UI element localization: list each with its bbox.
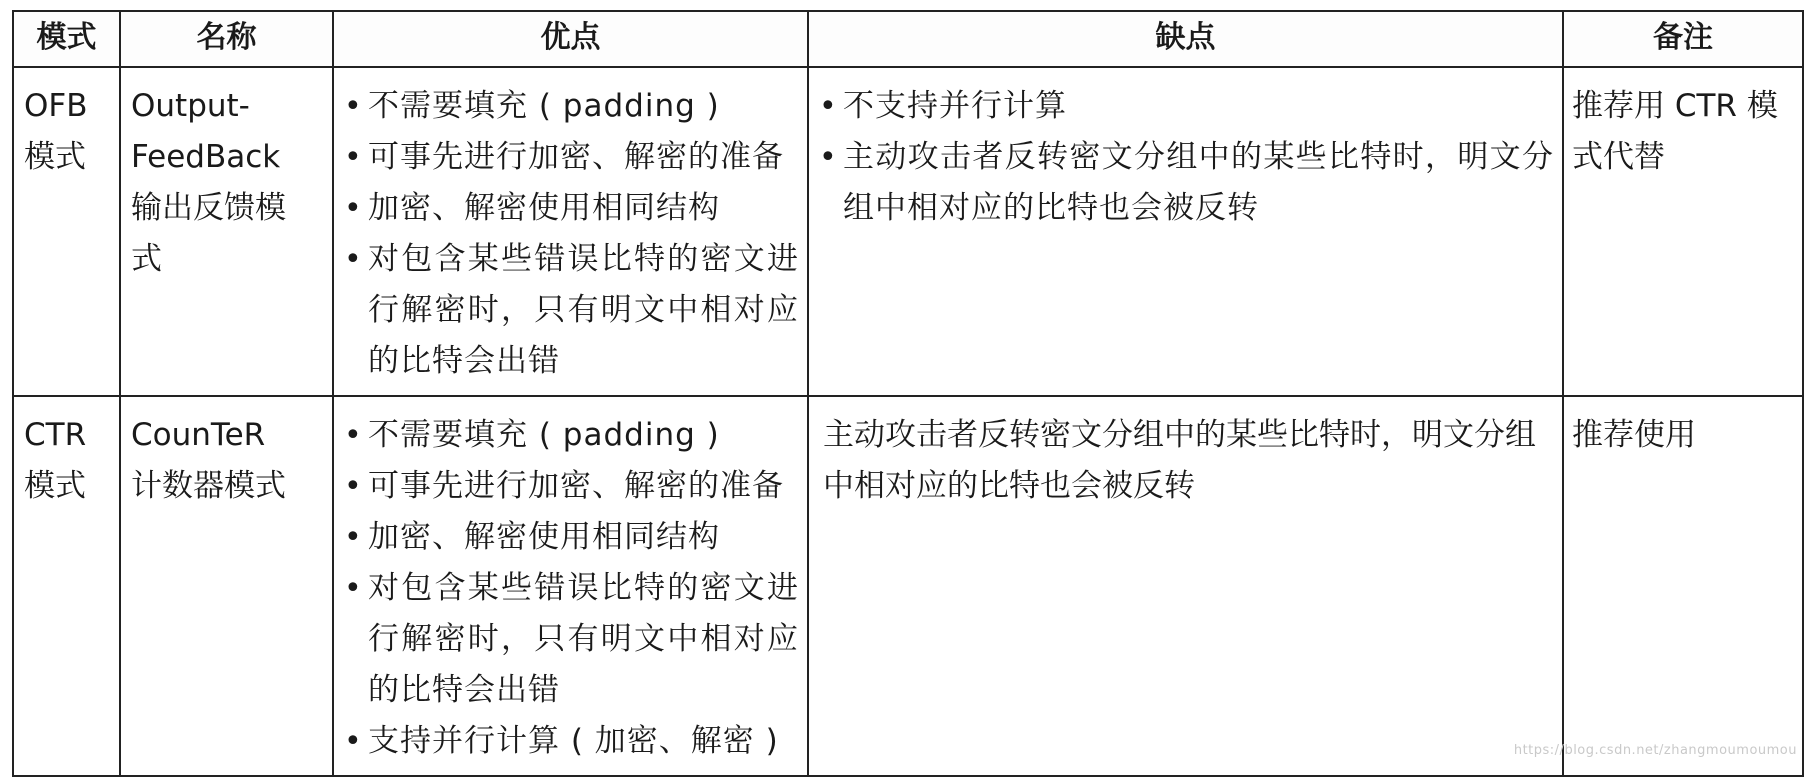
header-note: 备注 — [1563, 11, 1803, 67]
name-cell — [120, 67, 333, 396]
header-row — [13, 11, 1803, 67]
name-line: 计数器模式 — [131, 468, 286, 504]
cons-item: • 不支持并行计算 — [817, 81, 1554, 132]
pros-item: • 支持并行计算 ( 加密、解密 ) — [342, 716, 799, 767]
mode-cell — [13, 67, 120, 396]
pros-item: • 对包含某些错误比特的密文进行解密时，只有明文中相对应的比特会出错 — [342, 234, 799, 387]
watermark-text: https://blog.csdn.net/zhangmoumoumou — [1513, 743, 1797, 758]
pros-item: • 不需要填充 ( padding ) — [342, 410, 799, 461]
header-mode: 模式 — [13, 11, 120, 67]
header-cons: 缺点 — [808, 11, 1563, 67]
pros-list — [342, 410, 799, 767]
cons-list — [817, 81, 1554, 234]
pros-item: • 加密、解密使用相同结构 — [342, 512, 799, 563]
mode-line: CTR — [24, 417, 87, 453]
mode-line: 模式 — [24, 468, 86, 504]
note-cell: 推荐使用 — [1563, 396, 1803, 776]
mode-line: OFB — [24, 88, 88, 124]
pros-item: • 可事先进行加密、解密的准备 — [342, 461, 799, 512]
comparison-table-container — [12, 10, 1802, 777]
pros-item: • 加密、解密使用相同结构 — [342, 183, 799, 234]
name-line: FeedBack — [131, 139, 281, 175]
pros-cell — [333, 396, 808, 776]
mode-line: 模式 — [24, 139, 86, 175]
header-pros: 优点 — [333, 11, 808, 67]
pros-item: • 对包含某些错误比特的密文进行解密时，只有明文中相对应的比特会出错 — [342, 563, 799, 716]
pros-cell — [333, 67, 808, 396]
name-line: Output- — [131, 88, 250, 124]
header-name: 名称 — [120, 11, 333, 67]
cons-cell: 主动攻击者反转密文分组中的某些比特时，明文分组中相对应的比特也会被反转 — [808, 396, 1563, 776]
cons-item: • 主动攻击者反转密文分组中的某些比特时，明文分组中相对应的比特也会被反转 — [817, 132, 1554, 234]
name-line: 输出反馈模 — [131, 190, 286, 226]
table-header — [13, 11, 1803, 67]
name-line: 式 — [131, 241, 162, 277]
cons-cell — [808, 67, 1563, 396]
pros-item: • 可事先进行加密、解密的准备 — [342, 132, 799, 183]
name-line: CounTeR — [131, 417, 266, 453]
pros-list — [342, 81, 799, 387]
table-row-ctr — [13, 396, 1803, 776]
pros-item: • 不需要填充 ( padding ) — [342, 81, 799, 132]
table-row-ofb — [13, 67, 1803, 396]
name-cell — [120, 396, 333, 776]
mode-cell — [13, 396, 120, 776]
block-cipher-modes-table — [12, 10, 1804, 777]
note-cell: 推荐用 CTR 模式代替 — [1563, 67, 1803, 396]
